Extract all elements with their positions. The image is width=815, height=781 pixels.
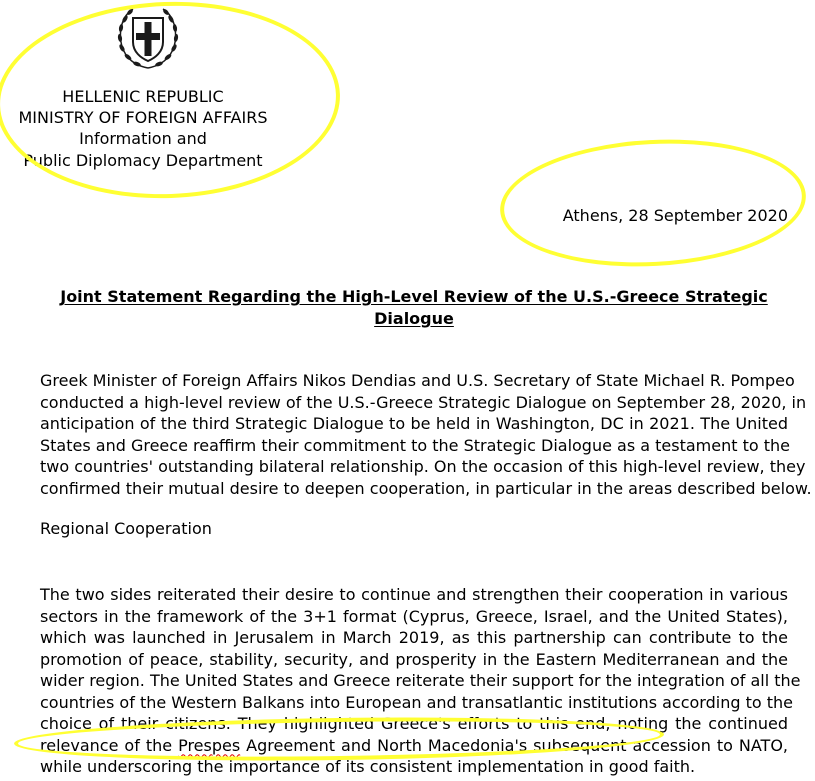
prespes-line-before: relevance of the — [40, 735, 179, 755]
regional-line: sectors in the framework of the 3+1 format (Cyprus, Greece, Israel, and the United States), — [40, 606, 788, 626]
regional-line: choice of their citizens. They highlighted Greece's efforts to this end, noting the continued — [40, 714, 788, 733]
header-line-information: Information and — [79, 129, 207, 148]
intro-paragraph — [40, 370, 812, 499]
title-line-1: Joint Statement Regarding the High-Level Review of the U.S.-Greece Strategic — [60, 287, 768, 306]
hellenic-republic-emblem-icon — [113, 4, 183, 74]
prespes-line — [40, 735, 788, 757]
regional-line: which was launched in Jerusalem in March 2019, as this partnership can contribute to the — [40, 628, 788, 647]
intro-line: Greek Minister of Foreign Affairs Nikos Dendias and U.S. Secretary of State Michael R. Pompeo — [40, 371, 795, 390]
regional-line: countries of the Western Balkans into European and transatlantic institutions according to the — [40, 692, 793, 712]
title-line-2: Dialogue — [374, 309, 454, 328]
header-line-ministry: MINISTRY OF FOREIGN AFFAIRS — [18, 108, 268, 127]
regional-final-line: while underscoring the importance of its consistent implementation in good faith. — [40, 757, 696, 776]
document-title — [40, 286, 788, 330]
header-line-department: Public Diplomacy Department — [23, 151, 263, 170]
regional-line: promotion of peace, stability, security, and prosperity in the Eastern Mediterranean and the — [40, 649, 788, 669]
regional-line: The two sides reiterated their desire to continue and strengthen their cooperation in various — [40, 585, 788, 604]
header-line-republic: HELLENIC REPUBLIC — [62, 87, 224, 106]
intro-line: two countries' outstanding bilateral relationship. On the occasion of this high-level review, they — [40, 457, 806, 476]
prespes-line-after: Agreement and North Macedonia's subsequent accession to NATO, — [240, 735, 788, 755]
highlight-ellipse-date — [497, 132, 809, 274]
document-date: Athens, 28 September 2020 — [562, 206, 788, 225]
regional-line: wider region. The United States and Greece reiterate their support for the integration of all the — [40, 671, 801, 690]
section-heading-regional-cooperation: Regional Cooperation — [40, 519, 212, 538]
prespes-word: Prespes — [178, 735, 241, 755]
intro-line: confirmed their mutual desire to deepen cooperation, in particular in the areas described below. — [40, 478, 812, 498]
intro-line: anticipation of the third Strategic Dialogue to be held in Washington, DC in 2021. The United — [40, 414, 788, 433]
regional-paragraph — [40, 584, 801, 778]
intro-line: conducted a high-level review of the U.S.-Greece Strategic Dialogue on September 28, 2020, in — [40, 392, 807, 412]
intro-line: States and Greece reaffirm their commitment to the Strategic Dialogue as a testament to the — [40, 435, 791, 455]
